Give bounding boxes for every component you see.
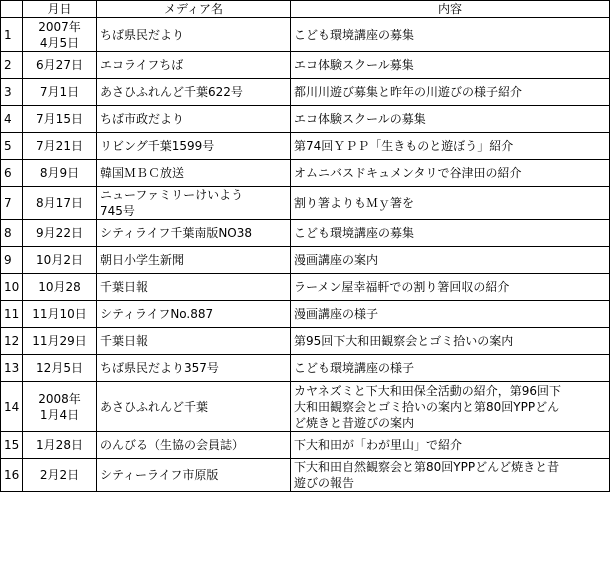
date-cell — [23, 160, 97, 187]
table-body — [1, 18, 610, 492]
media-name-line: シティライフ千葉南版NO38 — [100, 226, 253, 240]
media-name-cell — [97, 52, 291, 79]
date-cell — [23, 220, 97, 247]
content-line: エコ体験スクールの募集 — [294, 112, 426, 126]
row-number: 14 — [1, 382, 23, 432]
content-cell — [291, 432, 610, 459]
header-row — [1, 1, 610, 18]
media-name-line: あさひふれんど千葉 — [100, 399, 209, 414]
row-number: 8 — [1, 220, 23, 247]
row-number: 1 — [1, 18, 23, 52]
date-line: 10月2日 — [36, 253, 83, 267]
header-media-name: メディア名 — [97, 1, 291, 18]
date-line: 7月15日 — [36, 112, 83, 126]
content-line: 第95回下大和田観察会とゴミ拾いの案内 — [294, 334, 514, 348]
media-name-line: 朝日小学生新聞 — [100, 253, 185, 267]
table-row — [1, 382, 610, 432]
date-line: 7月1日 — [39, 85, 80, 99]
table-row — [1, 106, 610, 133]
table-row — [1, 328, 610, 355]
media-name-line: ちば県民だより357号 — [100, 361, 219, 375]
date-cell — [23, 382, 97, 432]
row-number: 4 — [1, 106, 23, 133]
table-row — [1, 301, 610, 328]
content-line: こども環境講座の様子 — [294, 361, 415, 375]
date-cell — [23, 328, 97, 355]
row-number: 5 — [1, 133, 23, 160]
date-cell — [23, 274, 97, 301]
table-row — [1, 355, 610, 382]
content-cell — [291, 220, 610, 247]
media-name-cell — [97, 355, 291, 382]
date-cell — [23, 18, 97, 52]
content-cell — [291, 79, 610, 106]
date-line: 11月10日 — [32, 307, 87, 321]
media-name-cell — [97, 160, 291, 187]
content-cell — [291, 382, 610, 432]
content-cell — [291, 133, 610, 160]
media-name-line: ちば県民だより — [100, 27, 185, 42]
date-line: 11月29日 — [32, 334, 87, 348]
content-line: オムニバスドキュメンタリで谷津田の紹介 — [294, 166, 522, 180]
media-name-line: のんびる（生協の会員誌） — [100, 438, 245, 452]
content-cell — [291, 301, 610, 328]
date-line: 7月21日 — [36, 139, 83, 153]
content-line: こども環境講座の募集 — [294, 226, 415, 240]
date-line: 6月27日 — [36, 58, 83, 72]
media-name-cell — [97, 301, 291, 328]
table-row — [1, 432, 610, 459]
media-name-line: あさひふれんど千葉622号 — [100, 85, 243, 99]
date-cell — [23, 106, 97, 133]
content-cell — [291, 106, 610, 133]
table-row — [1, 52, 610, 79]
media-name-line: ニューファミリーけいよう — [100, 188, 244, 202]
date-cell — [23, 459, 97, 492]
media-name-cell — [97, 133, 291, 160]
table-row — [1, 274, 610, 301]
media-name-cell — [97, 187, 291, 220]
header-number — [1, 1, 23, 18]
content-cell — [291, 160, 610, 187]
media-name-cell — [97, 79, 291, 106]
table-row — [1, 247, 610, 274]
row-number: 13 — [1, 355, 23, 382]
content-line: 漫画講座の案内 — [294, 253, 379, 267]
content-line: エコ体験スクール募集 — [294, 58, 414, 72]
date-line: 8月9日 — [39, 166, 80, 180]
content-line: ど焼きと昔遊びの案内 — [294, 415, 415, 430]
row-number: 11 — [1, 301, 23, 328]
media-name-line: リビング千葉1599号 — [100, 139, 215, 153]
row-number: 12 — [1, 328, 23, 355]
date-cell — [23, 187, 97, 220]
content-line: 大和田観察会とゴミ拾いの案内と第80回YPPどん — [294, 399, 560, 414]
media-name-line: シティーライフ市原版 — [100, 468, 219, 482]
content-line: 下大和田自然観察会と第80回YPPどんど焼きと昔 — [294, 460, 560, 474]
date-cell — [23, 133, 97, 160]
media-name-line: 千葉日報 — [100, 280, 149, 294]
media-name-line: 千葉日報 — [100, 334, 149, 348]
media-name-cell — [97, 247, 291, 274]
media-name-cell — [97, 328, 291, 355]
date-line: 2月2日 — [39, 468, 80, 482]
date-cell — [23, 432, 97, 459]
content-line: こども環境講座の募集 — [294, 27, 415, 42]
media-name-line: 745号 — [100, 204, 135, 218]
table-row — [1, 459, 610, 492]
date-line: 4月5日 — [39, 35, 80, 50]
date-line: 2007年 — [38, 19, 81, 34]
table-row — [1, 79, 610, 106]
table-row — [1, 187, 610, 220]
content-cell — [291, 459, 610, 492]
row-number: 2 — [1, 52, 23, 79]
date-cell — [23, 355, 97, 382]
content-cell — [291, 52, 610, 79]
row-number: 7 — [1, 187, 23, 220]
header-content: 内容 — [291, 1, 610, 18]
date-line: 1月28日 — [36, 438, 83, 452]
content-line: 漫画講座の様子 — [294, 307, 379, 321]
media-name-cell — [97, 18, 291, 52]
content-line: 割り箸よりもＭｙ箸を — [294, 196, 415, 210]
table-row — [1, 133, 610, 160]
media-name-line: 韓国ＭＢＣ放送 — [100, 166, 185, 180]
date-cell — [23, 301, 97, 328]
date-line: 9月22日 — [36, 226, 83, 240]
date-cell — [23, 247, 97, 274]
content-line: カヤネズミと下大和田保全活動の紹介，第96回下 — [294, 383, 562, 398]
content-cell — [291, 355, 610, 382]
media-name-cell — [97, 432, 291, 459]
media-name-line: シティライフNo.887 — [100, 307, 214, 321]
media-name-cell — [97, 459, 291, 492]
row-number: 6 — [1, 160, 23, 187]
date-line: 10月28 — [38, 280, 81, 294]
content-line: 下大和田が「わが里山」で紹介 — [294, 438, 463, 452]
media-name-cell — [97, 220, 291, 247]
row-number: 3 — [1, 79, 23, 106]
media-name-cell — [97, 382, 291, 432]
content-line: 第74回ＹＰＰ「生きものと遊ぼう」紹介 — [294, 139, 514, 153]
date-line: 1月4日 — [39, 407, 80, 422]
row-number: 9 — [1, 247, 23, 274]
row-number: 10 — [1, 274, 23, 301]
table-row — [1, 18, 610, 52]
media-name-line: ちば市政だより — [100, 112, 185, 126]
table-row — [1, 160, 610, 187]
date-line: 12月5日 — [36, 361, 83, 375]
content-cell — [291, 247, 610, 274]
date-line: 2008年 — [38, 391, 81, 406]
header-date: 月日 — [23, 1, 97, 18]
content-line: ラーメン屋幸福軒での割り箸回収の紹介 — [294, 280, 510, 294]
content-cell — [291, 18, 610, 52]
content-line: 都川川遊び募集と昨年の川遊びの様子紹介 — [294, 85, 523, 99]
table-row — [1, 220, 610, 247]
media-name-line: エコライフちば — [100, 58, 184, 72]
row-number: 15 — [1, 432, 23, 459]
date-line: 8月17日 — [36, 196, 83, 210]
media-name-cell — [97, 106, 291, 133]
row-number: 16 — [1, 459, 23, 492]
date-cell — [23, 79, 97, 106]
content-cell — [291, 328, 610, 355]
content-cell — [291, 274, 610, 301]
content-cell — [291, 187, 610, 220]
content-line: 遊びの報告 — [294, 476, 355, 490]
media-name-cell — [97, 274, 291, 301]
date-cell — [23, 52, 97, 79]
